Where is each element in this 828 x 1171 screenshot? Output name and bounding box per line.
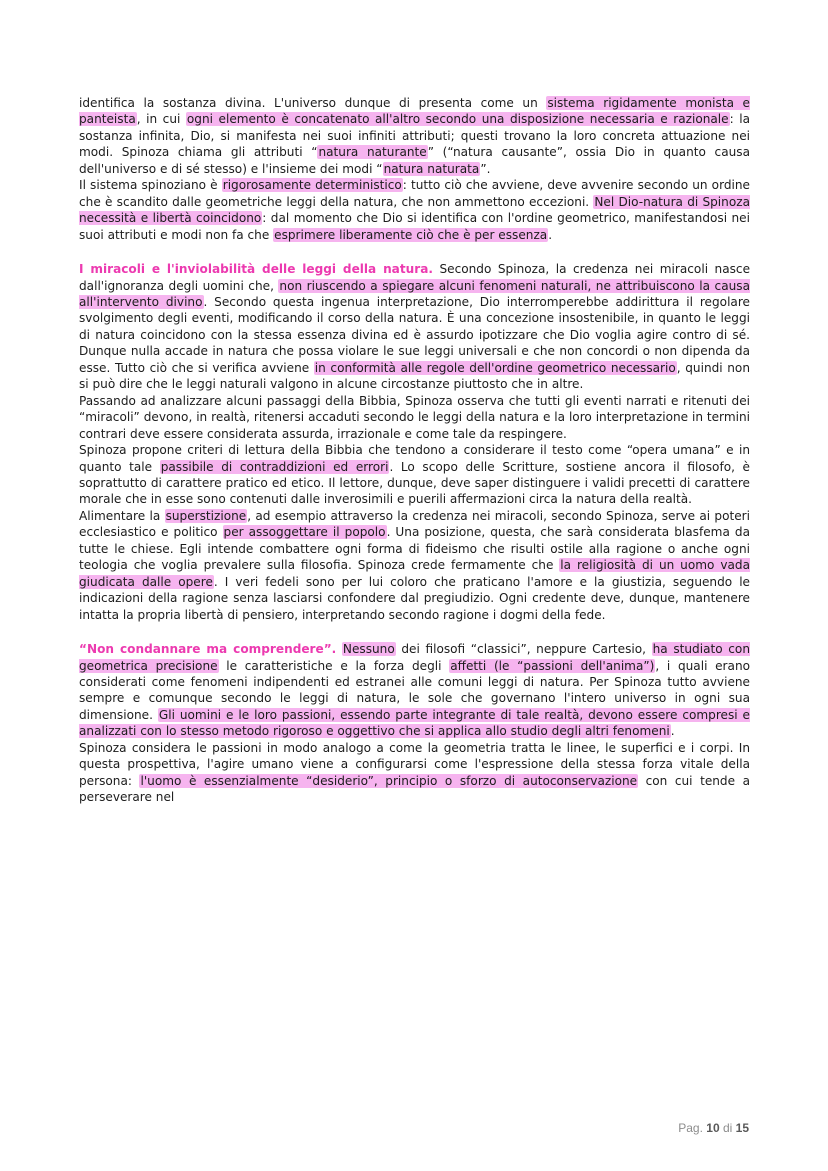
text-run: Spinoza considera le passioni in modo analogo a come la geometria tratta le linee, le superfici e i corpi. In questa prospettiva, l'agire umano viene a configurarsi come l'espressione della stessa forza vitale della persona:	[79, 740, 750, 788]
section-heading: “Non condannare ma comprendere”.	[79, 642, 337, 657]
body-text	[79, 95, 750, 806]
text-run: Il sistema spinoziano è	[79, 178, 222, 193]
page-number: 10	[706, 1121, 720, 1135]
page-of-label: di	[719, 1121, 736, 1135]
highlighted-text: Gli uomini e le loro passioni, essendo parte integrante di tale realtà, devono essere compresi e analizzati con lo stesso metodo rigoroso e oggettivo che si applica allo studio degli altri fenomeni	[79, 707, 751, 739]
text-run: , i quali erano considerati come fenomeni indipendenti ed estranei alle comuni leggi di natura. Per Spinoza tutto avviene sempre e comunque secondo le leggi di natura, le sole che governano l'intero universo in ogni sua dimensione.	[79, 658, 751, 722]
text-run: Spinoza propone criteri di lettura della Bibbia che tendono a considerare il testo come “opera umana” e in quanto tale	[79, 443, 750, 474]
highlighted-text: per assoggettare il popolo	[223, 525, 386, 540]
paragraph	[79, 177, 750, 243]
highlighted-text: la religiosità di un uomo vada giudicata dalle opere	[79, 558, 750, 589]
highlighted-text: Nessuno	[342, 642, 395, 657]
text-run: . Lo scopo delle Scritture, sostiene ancora il filosofo, è soprattutto di carattere pratico ed etico. Il lettore, dunque, deve saper distinguere i validi precetti di carattere morale che in esse sono contenuti dalle inverosimili e puerili affermazioni circa la natura della realtà.	[79, 459, 750, 507]
text-run: .	[670, 724, 675, 739]
highlighted-text: superstizione	[165, 508, 247, 523]
text-run: .	[548, 227, 553, 242]
text-run: Alimentare la	[79, 508, 165, 523]
text-run: . I veri fedeli sono per lui coloro che praticano l'amore e la giustizia, seguendo le indicazioni della ragione senza lasciarsi confondere dal pregiudizio. Ogni credente deve, dunque, mantenere intatta la propria libertà di pensiero, interpretando secondo ragione i dogmi della fede.	[79, 574, 750, 622]
highlighted-text: sistema rigidamente monista e panteista	[79, 96, 750, 127]
text-run: , ad esempio attraverso la credenza nei miracoli, secondo Spinoza, serve ai poteri ecclesiastico e politico	[79, 508, 751, 540]
text-run: con cui tende a perseverare nel	[79, 773, 750, 805]
highlighted-text: affetti (le “passioni dell'anima”)	[450, 658, 655, 673]
paragraph	[79, 508, 750, 623]
text-run: : la sostanza infinita, Dio, si manifesta nei suoi infiniti attributi; questi trovano la loro concreta attuazione nei modi. Spinoza chiama gli attributi “	[79, 112, 750, 160]
highlighted-text: Nel Dio-natura di Spinoza necessità e libertà coincidono	[79, 194, 750, 226]
page-footer	[678, 1121, 749, 1135]
text-run: Secondo Spinoza, la credenza nei miracoli nasce dall'ignoranza degli uomini che,	[79, 262, 751, 293]
text-run: : tutto ciò che avviene, deve avvenire secondo un ordine che è scandito dalle geometriche leggi della natura, che non ammettono eccezioni.	[79, 178, 750, 209]
paragraph	[79, 261, 750, 393]
highlighted-text: in conformità alle regole dell'ordine geometrico necessario	[314, 360, 676, 375]
highlighted-text: ha studiato con geometrica precisione	[79, 642, 750, 673]
page-total: 15	[735, 1121, 749, 1135]
highlighted-text: natura naturante	[318, 145, 427, 160]
text-run: , quindi non si può dire che le leggi naturali valgono in alcune circostanze piuttosto che in altre.	[79, 360, 751, 392]
text-run: identifica la sostanza divina. L'universo dunque di presenta come un	[79, 96, 547, 110]
text-run: : dal momento che Dio si identifica con l'ordine geometrico, manifestandosi nei suoi attributi e modi non fa che	[79, 211, 750, 242]
highlighted-text: natura naturata	[383, 161, 480, 176]
paragraph	[79, 95, 750, 177]
section-heading: I miracoli e l'inviolabilità delle leggi della natura.	[79, 262, 433, 277]
text-run: le caratteristiche e la forza degli	[218, 658, 450, 673]
highlighted-text: passibile di contraddizioni ed errori	[160, 459, 389, 474]
text-run: . Secondo questa ingenua interpretazione, Dio interromperebbe addirittura il regolare svolgimento degli eventi, modificando il corso della natura. È una concezione insostenibile, in quanto le leggi di natura coincidono con la stessa essenza divina ed è assurdo ipotizzare che Dio voglia agire contro di sé. Dunque nulla accade in natura che possa violare le sue leggi universali e che non concordi o non dipenda da esse. Tutto ciò che si verifica avviene	[79, 294, 750, 375]
text-run: dei filosofi “classici”, neppure Cartesio,	[395, 642, 652, 657]
text-run: ” (“natura causante”, ossia Dio in quanto causa dell'universo e di sé stesso) e l'insieme dei modi “	[79, 145, 750, 176]
highlighted-text: esprimere liberamente ciò che è per essenza	[274, 227, 548, 242]
page-label: Pag.	[678, 1121, 707, 1135]
text-run: Passando ad analizzare alcuni passaggi della Bibbia, Spinoza osserva che tutti gli eventi narrati e ritenuti dei “miracoli” devono, in realtà, ritenersi accaduti secondo le leggi della natura e la loro interpretazione in termini contrari deve essere considerata assurda, irrazionale e come tale da respingere.	[79, 393, 750, 441]
paragraph	[79, 740, 750, 806]
paragraph-gap	[79, 623, 750, 641]
paragraph	[79, 442, 750, 508]
highlighted-text: ogni elemento è concatenato all'altro secondo una disposizione necessaria e razionale	[186, 112, 729, 127]
text-run: ”.	[480, 161, 491, 176]
highlighted-text: l'uomo è essenzialmente “desiderio”, principio o sforzo di autoconservazione	[140, 773, 638, 788]
text-run: . Una posizione, questa, che sarà considerata blasfema da tutte le chiese. Egli intende combattere ogni forma di fideismo che risulti ostile alla ragione o anche ogni teologia che voglia prevalere sulla filosofia. Spinoza crede fermamente che	[79, 525, 750, 573]
highlighted-text: rigorosamente deterministico	[222, 178, 402, 193]
highlighted-text: non riuscendo a spiegare alcuni fenomeni naturali, ne attribuiscono la causa all'intervento divino	[79, 278, 750, 309]
paragraph	[79, 393, 750, 442]
paragraph	[79, 641, 750, 740]
text-run: , in cui	[136, 112, 186, 127]
paragraph-gap	[79, 243, 750, 261]
